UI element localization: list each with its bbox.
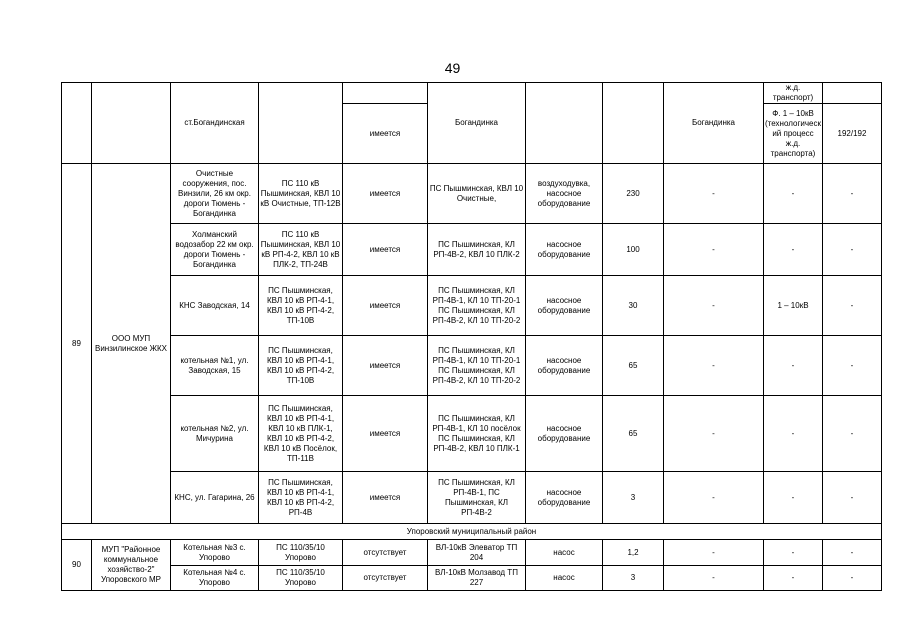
organization-name: ООО МУП Винзилинское ЖКХ <box>92 164 171 524</box>
table-row <box>62 164 882 224</box>
table-cell: - <box>823 224 882 276</box>
section-header: Упоровский муниципальный район <box>62 524 882 540</box>
empty-cell <box>92 83 171 164</box>
table-cell: котельная №1, ул. Заводская, 15 <box>171 336 259 396</box>
table-cell: ПС 110 кВ Пышминская, КВЛ 10 кВ РП-4-2, КВЛ 10 кВ ПЛК-2, ТП-24В <box>259 224 343 276</box>
table-row <box>62 396 882 472</box>
data-table <box>61 82 882 591</box>
table-row <box>62 566 882 591</box>
table-cell: Богандинка <box>428 83 526 164</box>
table-cell: - <box>664 336 764 396</box>
table-cell: ПС Пышминская, КЛ РП-4В-1, КЛ 10 посёлок ПС Пышминская, КЛ РП-4В-2, КВЛ 10 ПЛК-1 <box>428 396 526 472</box>
table-cell: насос <box>526 540 603 566</box>
table-cell: Котельная №4 с. Упорово <box>171 566 259 591</box>
table-cell: Ф. 1 – 10кВ (технологический процесс ж.д. транспорта) <box>764 104 823 164</box>
table-cell: - <box>664 540 764 566</box>
table-row <box>62 472 882 524</box>
table-cell: - <box>664 566 764 591</box>
table-cell: - <box>823 396 882 472</box>
table-cell: ПС Пышминская, КВЛ 10 кВ РП-4-1, КВЛ 10 кВ РП-4-2, ТП-10В <box>259 276 343 336</box>
table-row <box>62 276 882 336</box>
table-cell: Очистные сооружения, пос. Винзили, 26 км окр. дороги Тюмень - Богандинка <box>171 164 259 224</box>
table-cell: - <box>764 396 823 472</box>
table-cell: насосное оборудование <box>526 224 603 276</box>
table-cell: ст.Богандинская <box>171 83 259 164</box>
table-cell: 1,2 <box>603 540 664 566</box>
table-cell: - <box>764 164 823 224</box>
table-cell: имеется <box>343 164 428 224</box>
table-cell: воздуходувка, насосное оборудование <box>526 164 603 224</box>
table-cell: ПС Пышминская, КВЛ 10 Очистные, <box>428 164 526 224</box>
table-cell: имеется <box>343 224 428 276</box>
table-row <box>62 224 882 276</box>
table-row <box>62 540 882 566</box>
table-cell: ж.д. транспорт) <box>764 83 823 104</box>
table-cell: - <box>823 472 882 524</box>
table-cell: имеется <box>343 336 428 396</box>
table-cell: КНС Заводская, 14 <box>171 276 259 336</box>
table-cell: - <box>823 276 882 336</box>
table-cell: - <box>664 224 764 276</box>
table-cell: ВЛ-10кВ Молзавод ТП 227 <box>428 566 526 591</box>
table-cell: имеется <box>343 472 428 524</box>
table-cell: 65 <box>603 396 664 472</box>
empty-cell <box>823 83 882 104</box>
table-cell: отсутствует <box>343 566 428 591</box>
row-number: 90 <box>62 540 92 591</box>
table-cell: 192/192 <box>823 104 882 164</box>
table-cell: ПС Пышминская, КВЛ 10 кВ РП-4-1, КВЛ 10 кВ РП-4-2, ТП-10В <box>259 336 343 396</box>
table-cell: насос <box>526 566 603 591</box>
table-cell: 65 <box>603 336 664 396</box>
table-cell: - <box>764 566 823 591</box>
table-cell: 3 <box>603 472 664 524</box>
table-cell: - <box>823 540 882 566</box>
table-cell: - <box>664 276 764 336</box>
table-cell: - <box>764 540 823 566</box>
table-cell: ПС Пышминская, КЛ РП-4В-1, КЛ 10 ТП-20-1 ПС Пышминская, КЛ РП-4В-2, КЛ 10 ТП-20-2 <box>428 336 526 396</box>
table-cell: - <box>664 164 764 224</box>
table-cell: КНС, ул. Гагарина, 26 <box>171 472 259 524</box>
organization-name: МУП "Районное коммунальное хозяйство-2" Упоровского МР <box>92 540 171 591</box>
table-cell: ВЛ-10кВ Элеватор ТП 204 <box>428 540 526 566</box>
table-cell: 100 <box>603 224 664 276</box>
table-cell: насосное оборудование <box>526 396 603 472</box>
table-cell: имеется <box>343 396 428 472</box>
table-cell: - <box>664 396 764 472</box>
table-cell: Котельная №3 с. Упорово <box>171 540 259 566</box>
empty-cell <box>343 83 428 104</box>
table-cell: - <box>664 472 764 524</box>
table-cell: 3 <box>603 566 664 591</box>
empty-cell <box>259 83 343 164</box>
table-cell: - <box>823 566 882 591</box>
table-row <box>62 83 882 104</box>
table-cell: отсутствует <box>343 540 428 566</box>
table-cell: ПС Пышминская, КЛ РП-4В-1, КЛ 10 ТП-20-1 ПС Пышминская, КЛ РП-4В-2, КЛ 10 ТП-20-2 <box>428 276 526 336</box>
table-cell: насосное оборудование <box>526 336 603 396</box>
table-cell: Богандинка <box>664 83 764 164</box>
table-cell: Холманский водозабор 22 км окр. дороги Тюмень - Богандинка <box>171 224 259 276</box>
table-cell: - <box>823 164 882 224</box>
table-cell: насосное оборудование <box>526 276 603 336</box>
table-cell: ПС 110/35/10 Упорово <box>259 540 343 566</box>
table-row <box>62 336 882 396</box>
table-cell: имеется <box>343 104 428 164</box>
table-row <box>62 524 882 540</box>
page-number: 49 <box>444 60 461 76</box>
table-cell: ПС Пышминская, КЛ РП-4В-1, ПС Пышминская, КЛ РП-4В-2 <box>428 472 526 524</box>
empty-cell <box>603 83 664 164</box>
table-cell: насосное оборудование <box>526 472 603 524</box>
table-cell: ПС Пышминская, КВЛ 10 кВ РП-4-1, КВЛ 10 кВ ПЛК-1, КВЛ 10 кВ РП-4-2, КВЛ 10 кВ Посёлок, ТП-11В <box>259 396 343 472</box>
empty-cell <box>526 83 603 164</box>
empty-cell <box>62 83 92 164</box>
table-cell: - <box>823 336 882 396</box>
table-cell: - <box>764 224 823 276</box>
table-cell: ПС Пышминская, КВЛ 10 кВ РП-4-1, КВЛ 10 кВ РП-4-2, РП-4В <box>259 472 343 524</box>
table-cell: котельная №2, ул. Мичурина <box>171 396 259 472</box>
row-number: 89 <box>62 164 92 524</box>
table-cell: ПС 110 кВ Пышминская, КВЛ 10 кВ Очистные, ТП-12В <box>259 164 343 224</box>
table-cell: ПС 110/35/10 Упорово <box>259 566 343 591</box>
table-cell: 1 – 10кВ <box>764 276 823 336</box>
table-cell: ПС Пышминская, КЛ РП-4В-2, КВЛ 10 ПЛК-2 <box>428 224 526 276</box>
table-cell: - <box>764 472 823 524</box>
table-cell: 30 <box>603 276 664 336</box>
table-cell: 230 <box>603 164 664 224</box>
table-cell: имеется <box>343 276 428 336</box>
table-cell: - <box>764 336 823 396</box>
